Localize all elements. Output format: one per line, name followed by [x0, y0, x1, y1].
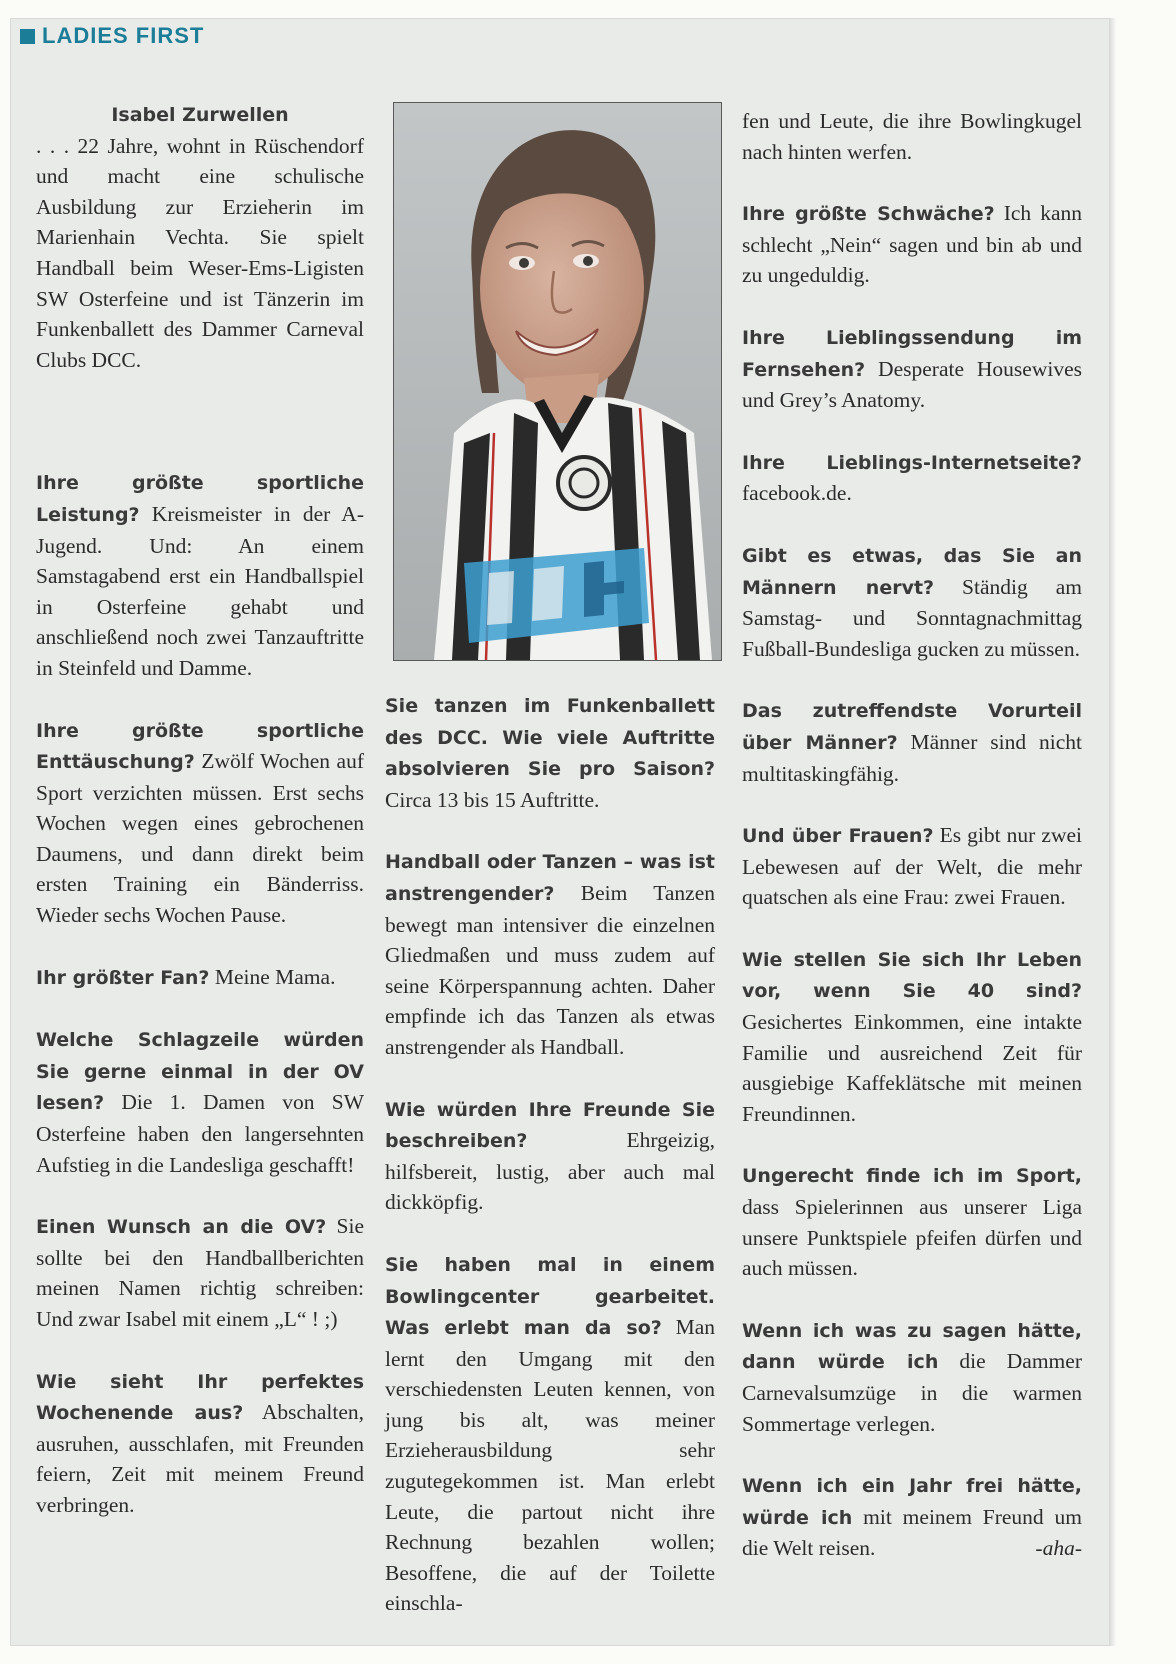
question: Ungerecht finde ich im Sport, [742, 1165, 1082, 1188]
question: Wenn ich was zu sagen hätte, dann würde ich [742, 1319, 1082, 1374]
header-square-icon [20, 29, 35, 44]
answer: Die 1. Damen von SW Osterfeine haben den langersehnten Aufstieg in die Landesliga geschafft! [36, 1090, 364, 1177]
qa-item [385, 1249, 715, 1619]
qa-item [742, 695, 1082, 789]
answer: mit meinem Freund um die Welt reisen. [742, 1504, 1082, 1561]
qa-item [742, 944, 1082, 1130]
answer: Ich kann schlecht „Nein“ sagen und bin ab und zu ungeduldig. [742, 201, 1082, 288]
answer: Ständig am Samstag- und Sonntagnachmittag Fußball-Bundesliga gucken zu müssen. [742, 574, 1082, 661]
answer: facebook.de. [742, 481, 852, 506]
profile-name: Isabel Zurwellen [111, 104, 289, 126]
column-3 [742, 106, 1082, 1564]
qa-item [385, 846, 715, 1062]
answer: die Dammer Carnevalsumzüge in die warmen Sommertage verlegen. [742, 1349, 1082, 1436]
section-title: LADIES FIRST [42, 23, 205, 48]
qa-item [36, 467, 364, 683]
question: Wie würden Ihre Freunde Sie beschreiben? [385, 1098, 715, 1153]
qa-item [742, 1160, 1082, 1283]
question: Wie sieht Ihr perfektes Wochenende aus? [36, 1370, 364, 1425]
answer: Abschalten, ausruhen, ausschlafen, mit Freunden feiern, Zeit mit meinem Freund verbringen. [36, 1400, 364, 1517]
paper-edge [1110, 18, 1116, 1646]
answer: Ehrgeizig, hilfsbereit, lustig, aber auch mal dickköpfig. [385, 1128, 715, 1215]
question: Ihre Lieblingssendung im Fernsehen? [742, 326, 1082, 381]
author-signature: -aha- [1035, 1536, 1082, 1561]
answer: Meine Mama. [209, 964, 336, 989]
qa-item [36, 1024, 364, 1180]
qa-item [742, 198, 1082, 291]
answer: Man lernt den Umgang mit den verschiedensten Leuten kennen, von jung bis alt, was meiner Erzieherausbildung sehr zugutegekommen ist. Man erlebt Leute, die partout nicht ihre Rechnung bezahlen wollen; Besoffene, die auf der Toilette einschla- [385, 1315, 715, 1616]
question: Handball oder Tanzen – was ist anstrengender? [385, 851, 715, 905]
qa-item [742, 1315, 1082, 1439]
qa-item [385, 1094, 715, 1218]
continued-text: fen und Leute, die ihre Bowlingkugel nach hinten werfen. [742, 109, 1082, 164]
question: Einen Wunsch an die OV? [36, 1216, 327, 1239]
qa-item [36, 715, 364, 931]
answer: Circa 13 bis 15 Auftritte. [385, 787, 600, 812]
answer: Desperate Housewives und Grey’s Anatomy. [742, 356, 1082, 413]
question: Ihr größter Fan? [36, 966, 210, 989]
question: Ihre größte Schwäche? [742, 203, 995, 226]
qa-item [742, 820, 1082, 913]
question: Welche Schlagzeile würden Sie gerne einmal in der OV lesen? [36, 1029, 364, 1115]
qa-item [36, 1211, 364, 1334]
answer: Zwölf Wochen auf Sport verzichten müssen. Erst sechs Wochen wegen eines gebrochenen Daumens, und dann direkt beim ersten Training ein Bänderriss. Wieder sechs Wochen Pause. [36, 749, 364, 928]
column-2 [385, 690, 715, 1619]
question: Ihre größte sportliche Leistung? [36, 472, 364, 526]
answer: Kreismeister in der A-Jugend. Und: An einem Samstagabend erst ein Handballspiel in Osterfeine gehabt und anschließend noch zwei Tanzauftritte in Steinfeld und Damme. [36, 501, 364, 680]
answer: Männer sind nicht multitaskingfähig. [742, 729, 1082, 786]
question: Gibt es etwas, das Sie an Männern nervt? [742, 544, 1082, 599]
portrait-photo [393, 102, 722, 661]
question: Sie haben mal in einem Bowlingcenter gearbeitet. Was erlebt man da so? [385, 1253, 715, 1340]
column-1 [36, 100, 364, 1521]
qa-item [742, 322, 1082, 416]
qa-item [742, 540, 1082, 664]
answer: Gesichertes Einkommen, eine intakte Familie und ausreichend Zeit für ausgiebige Kaffeklätsche mit meinen Freundinnen. [742, 1010, 1082, 1126]
question: Wie stellen Sie sich Ihr Leben vor, wenn Sie 40 sind? [742, 948, 1082, 1003]
question: Das zutreffendste Vorurteil über Männer? [742, 700, 1082, 754]
question: Wenn ich ein Jahr frei hätte, würde ich [742, 1475, 1082, 1529]
qa-item [36, 962, 364, 994]
answer: Sie sollte bei den Handballberichten meinen Namen richtig schreiben: Und zwar Isabel mit einem „L“ ! ;) [36, 1214, 364, 1331]
question: Ihre Lieblings-Internetseite? [742, 451, 1082, 474]
qa-item [742, 447, 1082, 509]
answer: Es gibt nur zwei Lebewesen auf der Welt, die mehr quatschen als eine Frau: zwei Frauen. [742, 823, 1082, 910]
question: Und über Frauen? [742, 825, 934, 848]
question: Sie tanzen im Funkenballett des DCC. Wie viele Auftritte absolvieren Sie pro Saison? [385, 695, 715, 781]
qa-item [742, 1470, 1082, 1564]
question: Ihre größte sportliche Enttäuschung? [36, 719, 364, 774]
qa-item [36, 1366, 364, 1521]
profile-intro: . . . 22 Jahre, wohnt in Rüschendorf und macht eine schulische Ausbildung zur Erzieherin im Marienhain Vechta. Sie spielt Handball beim Weser-Ems-Ligisten SW Osterfeine und ist Tänzerin im Funkenballett des Dammer Carneval Clubs DCC. [36, 133, 364, 372]
portrait-illustration [394, 103, 721, 660]
answer: Beim Tanzen bewegt man intensiver die einzelnen Gliedmaßen und muss zudem auf seine Körperspannung achten. Daher empfinde ich das Tanzen als etwas anstrengender als Handball. [385, 880, 715, 1059]
answer: dass Spielerinnen aus unserer Liga unsere Punktspiele pfeifen dürfen und auch müssen. [742, 1195, 1082, 1281]
qa-item [385, 690, 715, 815]
section-header [20, 22, 204, 50]
